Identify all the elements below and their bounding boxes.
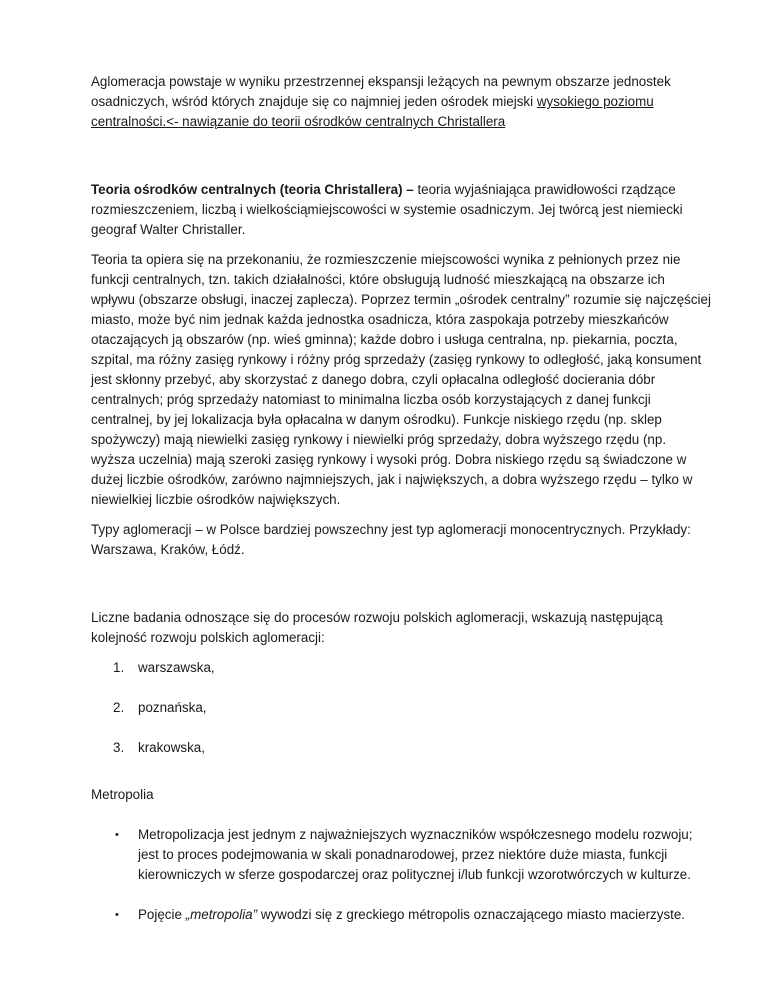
- metropolia-item-text: Metropolizacja jest jednym z najważniejszych wyznaczników współczesnego modelu rozwoju; jest to proces podejmowania w skali ponadnarodowej, przez niektóre duże miasta, funkcji kierowniczych w sferze gospodarczej oraz politycznej i/lub funkcji wzorotwórczych w kulturze.: [138, 827, 693, 882]
- document-page: [91, 72, 711, 945]
- metropolia-heading: Metropolia: [91, 787, 154, 802]
- metropolia-bullet-list: [91, 825, 711, 925]
- metropolia-item-prefix: Pojęcie: [138, 907, 186, 922]
- list-item-label: poznańska,: [138, 700, 207, 715]
- list-item: [91, 825, 713, 885]
- list-item-label: krakowska,: [138, 740, 205, 755]
- list-item-number: 2.: [113, 700, 125, 715]
- bullet-icon: •: [115, 909, 119, 921]
- list-item: [91, 905, 713, 925]
- agglomeration-order-list: [91, 658, 711, 758]
- metropolia-term: „metropolia”: [185, 907, 258, 922]
- christaller-definition-paragraph: [91, 180, 711, 240]
- bullet-icon: •: [115, 829, 119, 841]
- agglomeration-types-paragraph: Typy aglomeracji – w Polsce bardziej powszechny jest typ aglomeracji monocentrycznych. Przykłady: Warszawa, Kraków, Łódź.: [91, 522, 691, 557]
- christaller-body-paragraph: Teoria ta opiera się na przekonaniu, że rozmieszczenie miejscowości wynika z pełnionych przez nie funkcji centralnych, tzn. takich działalności, które obsługują ludność mieszkającą na obszarze ich wpływu (obszarze obsługi, inaczej zaplecza). Poprzez termin „ośrodek centralny” rozumie się najczęściej miasto, może być nim jednak każda jednostka osadnicza, która zaspokaja potrzeby mieszkańców otaczających ją obszarów (np. wieś gminna); każde dobro i usługa centralna, np. piekarnia, poczta, szpital, ma różny zasięg rynkowy i różny próg sprzedaży (zasięg rynkowy to odległość, jaką konsument jest skłonny przebyć, aby skorzystać z danego dobra, czyli opłacalna odległość docierania dóbr centralnych; próg sprzedaży natomiast to minimalna liczba osób korzystających z danej funkcji centralnej, by jej lokalizacja była opłacalna w danym ośrodku). Funkcje niskiego rzędu (np. sklep spożywczy) mają niewielki zasięg rynkowy i niewielki próg sprzedaży, dobra wyższego rzędu (np. wyższa uczelnia) mają szeroki zasięg rynkowy i wysoki próg. Dobra niskiego rzędu są świadczone w dużej liczbie ośrodków, zarówno najmniejszych, jak i największych, a dobra wyższego rzędu – tylko w niewielkiej liczbie ośrodków największych.: [91, 252, 711, 507]
- list-item-number: 3.: [113, 740, 125, 755]
- list-item: [91, 658, 711, 678]
- christaller-definition-text: teoria wyjaśniająca prawidłowości rządzące rozmieszczeniem, liczbą i wielkościąmiejscowości w systemie osadniczym. Jej twórcą jest niemiecki geograf Walter Christaller.: [91, 182, 683, 237]
- list-item-number: 1.: [113, 660, 125, 675]
- research-paragraph: Liczne badania odnoszące się do procesów rozwoju polskich aglomeracji, wskazują następującą kolejność rozwoju polskich aglomeracji:: [91, 610, 663, 645]
- list-item: [91, 698, 711, 718]
- intro-text: Aglomeracja powstaje w wyniku przestrzennej ekspansji leżących na pewnym obszarze jednostek osadniczych, wśród których znajduje się co najmniej jeden ośrodek miejski: [91, 74, 671, 109]
- christaller-bold-lead: Teoria ośrodków centralnych (teoria Christallera) –: [91, 182, 414, 197]
- list-item: [91, 738, 711, 758]
- metropolia-item-suffix: wywodzi się z greckiego métropolis oznaczającego miasto macierzyste.: [257, 907, 686, 922]
- list-item-label: warszawska,: [138, 660, 215, 675]
- intro-paragraph: [91, 72, 711, 132]
- intro-underlined-text: wysokiego poziomu centralności.<- nawiązanie do teorii ośrodków centralnych Christallera: [91, 94, 654, 129]
